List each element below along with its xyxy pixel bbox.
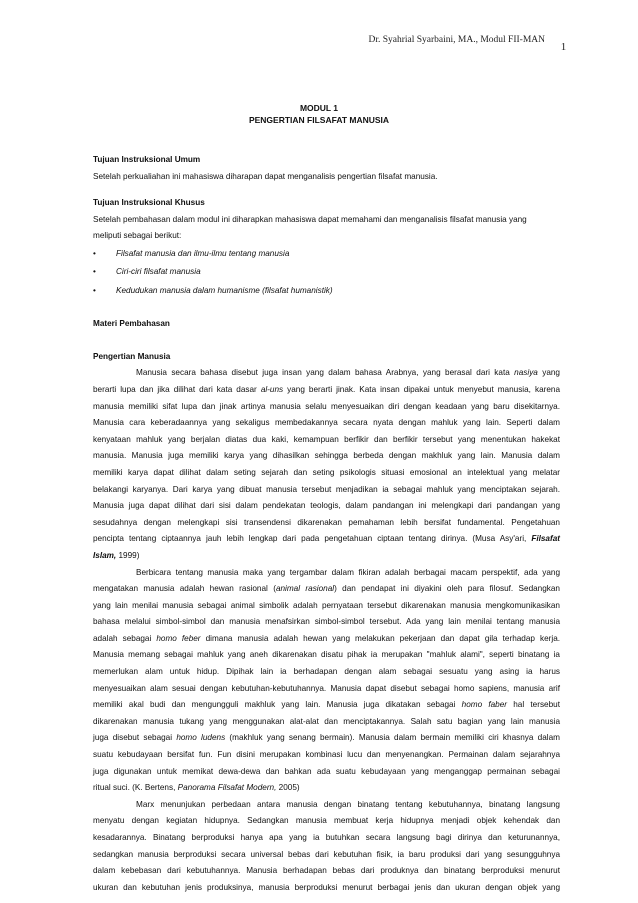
paragraph-line: suatu kebudayaan bersifat fun. Fun disini merupakan kombinasi lucu dan menyenangkan. Permainan dalam sejarahnya — [93, 750, 560, 760]
paragraph-line: menyesuaikan alam sesuai dengan kebutuhan-kebutuhannya. Manusia dapat disebut sebagai homo sapiens, manusia arif — [93, 683, 560, 693]
paragraph-line: ukuran dan kebutuhan jenis produksinya, manusia berproduksi menurut berbagai jenis dan ukuran dengan objek yang — [93, 882, 560, 892]
tik-heading: Tujuan Instruksional Khusus — [93, 198, 205, 208]
tik-text-line: meliputi sebagai berikut: — [93, 231, 182, 241]
paragraph-line: kesadarannya. Binatang berproduksi hanya apa yang ia butuhkan secara langsung bagi dirinya dan keturunannya, — [93, 833, 560, 842]
list-item: • Kedudukan manusia dalam humanisme (filsafat humanistik) — [93, 282, 560, 300]
document-body — [93, 152, 560, 896]
paragraph-line: Berbicara tentang manusia maka yang tergambar dalam fikiran adalah berbagai macam perspektif, ada yang — [136, 567, 560, 577]
paragraph-line: Manusia memang sebagai mahluk yang aneh dikarenakan disatu pihak ia merupakan "mahluk alami", seperti binatang ia — [93, 650, 560, 660]
paragraph-line: berarti lupa dan jika dilihat dari kata dasar al-uns yang berarti jinak. Kata insan dipakai untuk menyebut manusia, karena — [93, 384, 561, 394]
paragraph-line: adalah sebagai homo feber dimana manusia adalah hewan yang melakukan pekerjaan dan dapat gila terhadap kerja. — [93, 633, 561, 643]
list-item: • Ciri-ciri filsafat manusia — [93, 263, 560, 281]
paragraph-line: manusia memiliki sifat lupa dan jinak artinya manusia selalu menyesuaikan diri dengan keadaan yang baru disekitarnya. — [93, 401, 560, 411]
materi-heading: Materi Pembahasan — [93, 319, 170, 329]
bullet-icon: • — [93, 285, 96, 295]
tiu-text: Setelah perkualiahan ini mahasiswa diharapan dapat menganalisis pengertian filsafat manusia. — [93, 171, 438, 181]
paragraph-line: kenyataan mahluk yang berjalan diatas dua kaki, kemampuan berfikir dan berfikir tersebut yang menentukan hakekat — [93, 434, 560, 444]
module-subtitle: PENGERTIAN FILSAFAT MANUSIA — [248, 115, 390, 125]
paragraph-line: Islam, 1999) — [93, 550, 140, 560]
tiu-heading: Tujuan Instruksional Umum — [93, 155, 201, 164]
paragraph-line: dalam kebebasan dari kebutuhannya. Manusia berhadapan bebas dari produknya dan binatang berproduksi menurut — [93, 866, 560, 876]
paragraph-line: juga digunakan untuk memikat dewa-dewa dan bahkan ada suatu kebudayaan yang menganggap permainan sebagai — [93, 766, 560, 776]
pengertian-heading: Pengertian Manusia — [93, 351, 171, 361]
tik-bullet-list — [93, 245, 560, 300]
paragraph-line: manusia. Manusia juga memiliki karya yang dihasilkan sehingga berbeda dengan makhluk yang lain. Manusia dalam — [93, 451, 560, 461]
paragraph-line: memiliki karya dapat dilihat dalam seting sejarah dan seting psikologis situasi emosional an intelektual yang melatar — [93, 467, 560, 477]
paragraph-line: Marx menunjukan perbedaan antara manusia dengan binatang tentang kebutuhannya, binatang langsung — [136, 799, 560, 809]
header-author-line: Dr. Syahrial Syarbaini, MA., Modul FII-MAN — [368, 35, 545, 45]
paragraph-line: mengatakan manusia adalah hewan rasional (animal rasional) dan pendapat ini diyakini oleh para filosuf. Sedangkan — [93, 584, 560, 594]
paragraph-line: belakangi karyanya. Dari karya yang dibuat manusia tersebut menjadikan ia sebagai mahluk yang menciptakan sejarah. — [93, 484, 560, 494]
paragraph-line: bahasa melalui simbol-simbol dan manusia menafsirkan simbol-simbol tersebut. Ada yang lain menilai tentang manusia — [93, 617, 560, 627]
paragraph-line: memiliki akal budi dan mengungguli makhluk yang lain. Manusia juga dikatakan sebagai homo faber hal tersebut — [93, 700, 560, 710]
paragraph-line: menyatu dengan kegiatan hidupnya. Sedangkan manusia membuat kerja hidupnya menjadi objek kehendak dan — [93, 816, 560, 826]
paragraph-line: ritual suci. (K. Bertens, Panorama Filsafat Modern, 2005) — [93, 783, 300, 793]
module-title: MODUL 1 — [299, 103, 339, 113]
bullet-icon: • — [93, 248, 96, 258]
paragraph-line: yang lain menilai manusia sebagai animal simbolik adalah pernyataan tersebut dikarenakan manusia mengkomunikasikan — [93, 600, 560, 610]
list-item: • Filsafat manusia dan ilmu-ilmu tentang manusia — [93, 245, 560, 263]
paragraph-line: Manusia cara keberadaannya yang sekaligus membedakannya secara nyata dengan mahluk yang lain. Seperti dalam — [93, 418, 560, 428]
paragraph-line: Manusia secara bahasa disebut juga insan yang dalam bahasa Arabnya, yang berasal dari kata nasiya yang — [136, 368, 560, 378]
tik-text-line: Setelah pembahasan dalam modul ini diharapkan mahasiswa dapat memahami dan menganalisis filsafat manusia yang — [93, 214, 527, 224]
title-block — [0, 102, 638, 126]
paragraph-line: Manusia juga dapat dilihat dari sisi dalam pendekatan teologis, dalam pandangan ini melengkapi dari pandangan yang — [93, 501, 560, 511]
paragraph-line: sesudahnya dengan melengkapi sisi transendensi dikarenakan pemahaman lebih bersifat fundamental. Pengetahuan — [93, 517, 560, 527]
paragraph-line: memerlukan alam untuk hidup. Dipihak lain ia berhadapan dengan alam sebagai sesuatu yang asing ia harus — [93, 667, 560, 677]
paragraph-line: dikarenakan manusia tukang yang menggunakan alat-alat dan menciptakannya. Salah satu bagian yang lain manusia — [93, 716, 560, 726]
paragraph-line: sedangkan manusia berproduksi secara universal bebas dari kebutuhan fisik, ia baru produksi dari yang sesungguhnya — [93, 849, 560, 859]
bullet-icon: • — [93, 267, 96, 277]
page-number: 1 — [560, 41, 567, 53]
paragraph-line: pencipta tentang ciptaannya jauh lebih lengkap dari pada pengetahuan ciptaan tentang dirinya. (Musa Asy'ari, Filsafat — [93, 534, 560, 544]
paragraph-line: juga disebut sebagai homo ludens (makhluk yang senang bermain). Manusia dalam bermain memiliki ciri khasnya dalam — [93, 733, 560, 743]
